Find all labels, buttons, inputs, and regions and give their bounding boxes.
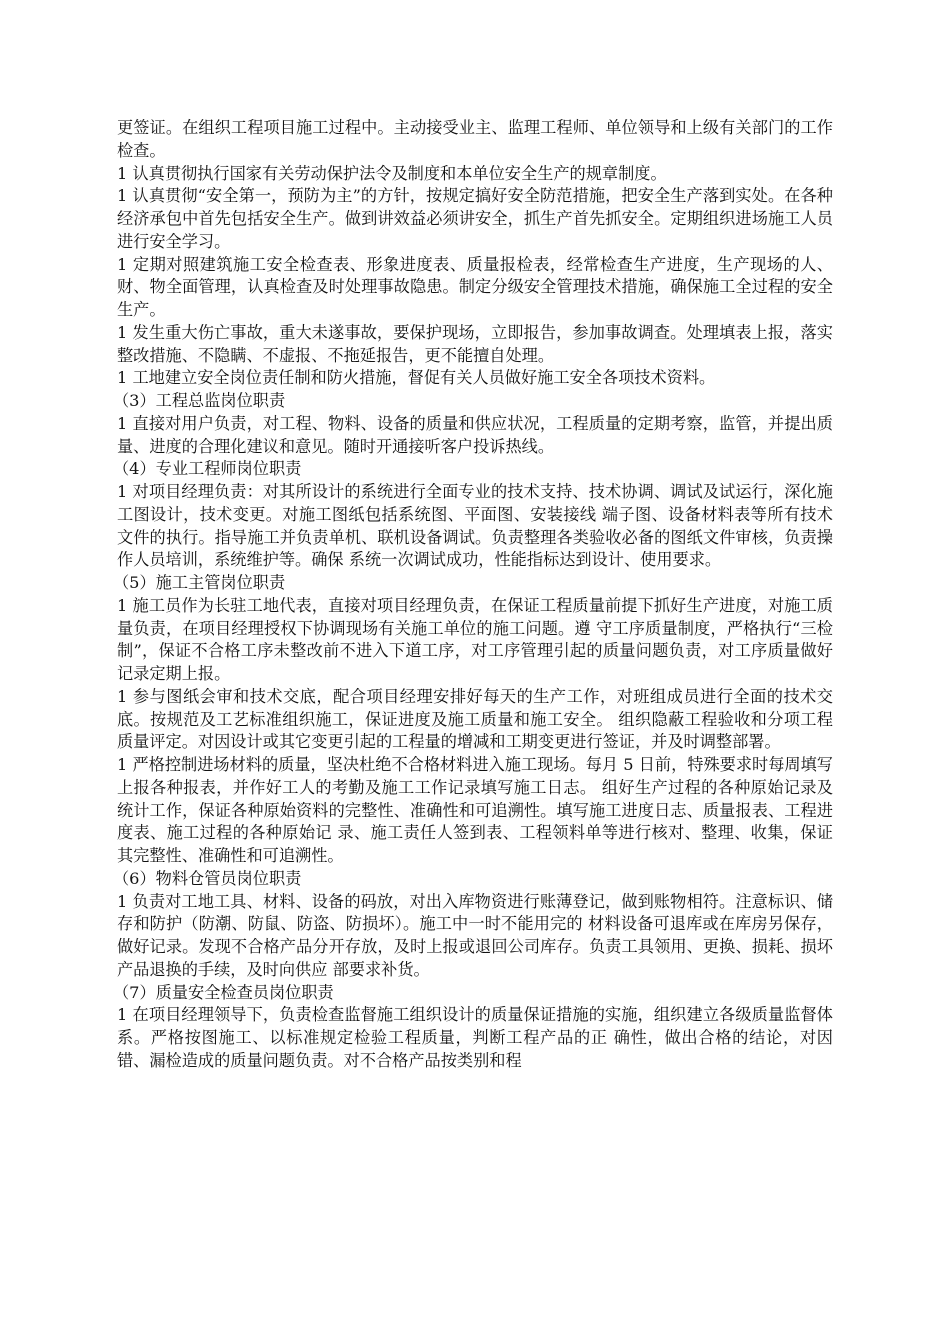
paragraph: 1 直接对用户负责，对工程、物料、设备的质量和供应状况，工程质量的定期考察，监管，并提出质量、进度的合理化建议和意见。随时开通接听客户投诉热线。: [117, 413, 833, 456]
section-heading: （4）专业工程师岗位职责: [113, 459, 302, 479]
section-heading: （5）施工主管岗位职责: [113, 573, 286, 592]
paragraph: 1 定期对照建筑施工安全检查表、形象进度表、质量报检表，经常检查生产进度，生产现场的人、财、物全面管理，认真检查及时处理事故隐患。制定分级安全管理技术措施，确保施工全过程的安全生产。: [117, 254, 833, 319]
paragraph: 1 工地建立安全岗位责任制和防火措施，督促有关人员做好施工安全各项技术资料。: [117, 368, 716, 388]
paragraph: 1 负责对工地工具、材料、设备的码放，对出入库物资进行账薄登记，做到账物相符。注意标识、储存和防护（防潮、防鼠、防盗、防损坏）。施工中一时不能用完的 材料设备可退库或在库房另保存，做好记录。发现不合格产品分开存放，及时上报或退回公司库存。负责工具领用、更换、损耗、损坏产品退换的手续，及时向供应 部要求补货。: [117, 891, 833, 979]
paragraph: 1 严格控制进场材料的质量，坚决杜绝不合格材料进入施工现场。每月 5 日前，特殊要求时每周填写上报各种报表，并作好工人的考勤及施工工作记录填写施工日志。 组好生产过程的各种原始记录及统计工作，保证各种原始资料的完整性、准确性和可追溯性。填写施工进度日志、质量报表、工程进度表、施工过程的各种原始记 录、施工责任人签到表、工程领料单等进行核对、整理、收集，保证其完整性、准确性和可追溯性。: [117, 755, 833, 865]
paragraph: 1 施工员作为长驻工地代表，直接对项目经理负责，在保证工程质量前提下抓好生产进度，对施工质量负责，在项目经理授权下协调现场有关施工单位的施工问题。遵 守工序质量制度，严格执行“三检制”，保证不合格工序未整改前不进入下道工序，对工序管理引起的质量问题负责，对工序质量做好记录定期上报。: [117, 595, 833, 683]
document-page: [113, 117, 833, 1073]
section-heading: （7）质量安全检查员岗位职责: [113, 982, 334, 1002]
paragraph: 1 参与图纸会审和技术交底，配合项目经理安排好每天的生产工作，对班组成员进行全面的技术交底。按规范及工艺标准组织施工，保证进度及施工质量和施工安全。 组织隐蔽工程验收和分项工程质量评定。对因设计或其它变更引起的工程量的增减和工期变更进行签证，并及时调整部署。: [117, 686, 833, 752]
section-heading: （6）物料仓管员岗位职责: [113, 868, 302, 888]
section-heading: （3）工程总监岗位职责: [113, 391, 286, 410]
paragraph: 1 对项目经理负责：对其所设计的系统进行全面专业的技术支持、技术协调、调试及试运行，深化施工图设计，技术变更。对施工图纸包括系统图、平面图、安装接线 端子图、设备材料表等所有技术文件的执行。指导施工并负责单机、联机设备调试。负责整理各类验收必备的图纸文件审核，负责操作人员培训，系统维护等。确保 系统一次调试成功，性能指标达到设计、使用要求。: [117, 482, 833, 570]
paragraph: 更签证。在组织工程项目施工过程中。主动接受业主、监理工程师、单位领导和上级有关部门的工作检查。: [117, 118, 833, 160]
paragraph: 1 在项目经理领导下，负责检查监督施工组织设计的质量保证措施的实施，组织建立各级质量监督体系。严格按图施工、以标准规定检验工程质量，判断工程产品的正 确性，做出合格的结论，对因错、漏检造成的质量问题负责。对不合格产品按类别和程: [117, 1005, 833, 1070]
paragraph: 1 发生重大伤亡事故，重大未遂事故，要保护现场，立即报告，参加事故调查。处理填表上报，落实整改措施、不隐瞒、不虚报、不拖延报告，更不能擅自处理。: [117, 322, 833, 365]
paragraph: 1 认真贯彻“安全第一，预防为主”的方针，按规定搞好安全防范措施，把安全生产落到实处。在各种经济承包中首先包括安全生产。做到讲效益必须讲安全，抓生产首先抓安全。定期组织进场施工人员进行安全学习。: [117, 186, 833, 251]
paragraph: 1 认真贯彻执行国家有关劳动保护法令及制度和本单位安全生产的规章制度。: [117, 163, 667, 183]
